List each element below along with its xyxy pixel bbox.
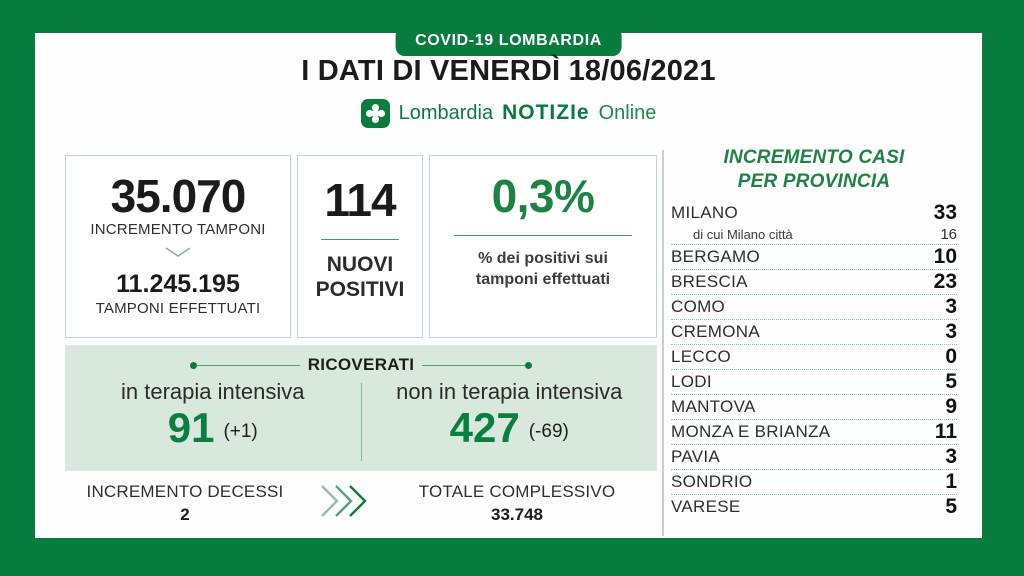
province-title-line1: INCREMENTO CASI — [723, 147, 905, 168]
table-row — [671, 420, 957, 445]
province-sub-value: 16 — [940, 225, 957, 243]
province-name: LECCO — [671, 346, 732, 366]
province-name: MONZA E BRIANZA — [671, 421, 831, 441]
main-aside-divider — [662, 150, 664, 536]
logo-brand-text: NOTIZIe — [502, 101, 590, 124]
province-name: COMO — [671, 296, 726, 316]
divider-line — [197, 365, 300, 366]
province-table — [671, 201, 957, 520]
province-value: 5 — [945, 495, 957, 518]
province-name: BRESCIA — [671, 271, 748, 291]
table-row — [671, 395, 957, 420]
nuovi-positivi-label-1: NUOVI — [326, 253, 394, 277]
divider-line — [321, 239, 399, 240]
footer-row — [65, 482, 657, 525]
table-row — [671, 295, 957, 320]
percent-positivi-panel — [429, 155, 657, 338]
chevron-down-icon — [165, 245, 191, 263]
percent-label-2: tamponi effettuati — [475, 271, 611, 289]
rosa-camuna-icon — [361, 99, 390, 128]
decessi-label: INCREMENTO DECESSI — [86, 482, 284, 501]
tamponi-panel — [65, 155, 291, 338]
icu-label: in terapia intensiva — [121, 379, 305, 404]
decessi-value: 2 — [180, 505, 190, 524]
nuovi-positivi-value: 114 — [324, 174, 396, 226]
province-value: 3 — [945, 294, 957, 318]
province-name: BERGAMO — [671, 246, 761, 266]
icu-column — [65, 379, 361, 465]
province-name: PAVIA — [671, 446, 721, 466]
province-value: 10 — [933, 244, 957, 268]
divider-line — [422, 365, 525, 366]
province-name: MANTOVA — [671, 396, 756, 416]
province-value: 3 — [945, 444, 957, 468]
chevron-right-icon — [310, 482, 372, 525]
tamponi-total-label: TAMPONI EFFETTUATI — [95, 300, 261, 318]
totale-label: TOTALE COMPLESSIVO — [418, 482, 616, 501]
bullet-icon — [190, 362, 197, 369]
province-title — [671, 146, 957, 194]
nuovi-positivi-panel — [297, 155, 423, 338]
table-row — [671, 495, 957, 520]
table-row — [671, 320, 957, 345]
decessi-block — [65, 482, 305, 525]
province-name: LODI — [671, 371, 712, 391]
icu-value: 91 — [167, 404, 215, 451]
percent-label-1: % dei positivi sui — [478, 250, 608, 268]
totale-block — [377, 482, 657, 525]
province-value: 1 — [945, 469, 957, 493]
totale-value: 33.748 — [491, 505, 543, 524]
ricoverati-header — [65, 345, 657, 375]
province-value: 23 — [933, 269, 957, 293]
page-title: I DATI DI VENERDÌ 18/06/2021 — [301, 55, 716, 87]
table-subrow-milano-citta — [671, 225, 957, 245]
percent-positivi-value: 0,3% — [491, 170, 595, 222]
stat-panels — [65, 155, 657, 338]
table-row — [671, 470, 957, 495]
province-name: VARESE — [671, 497, 741, 516]
non-icu-column — [362, 379, 658, 465]
province-value: 11 — [934, 419, 957, 443]
table-row — [671, 445, 957, 470]
divider-line — [454, 235, 632, 236]
table-row — [671, 345, 957, 370]
lombardia-notizie-logo — [35, 97, 982, 129]
bullet-icon — [525, 362, 532, 369]
table-row-milano — [671, 201, 957, 225]
logo-region-text: Lombardia — [398, 101, 494, 124]
non-icu-value: 427 — [449, 404, 520, 451]
province-panel — [671, 146, 957, 520]
icu-delta: (+1) — [223, 421, 258, 442]
province-sub-name: di cui Milano città — [693, 226, 793, 242]
province-name: SONDRIO — [671, 471, 753, 491]
ricoverati-title: RICOVERATI — [307, 355, 415, 374]
table-row — [671, 270, 957, 295]
province-value: 33 — [933, 200, 957, 224]
covid-lombardia-badge: COVID-19 LOMBARDIA — [395, 27, 622, 56]
province-value: 9 — [945, 394, 957, 418]
tamponi-increment-label: INCREMENTO TAMPONI — [90, 221, 266, 239]
tamponi-total-value: 11.245.195 — [116, 270, 240, 299]
province-title-line2: PER PROVINCIA — [737, 170, 891, 192]
province-value: 3 — [945, 319, 957, 343]
table-row — [671, 245, 957, 270]
province-value: 0 — [945, 344, 957, 368]
non-icu-label: non in terapia intensiva — [396, 379, 623, 404]
nuovi-positivi-label-2: POSITIVI — [315, 278, 405, 302]
logo-suffix-text: Online — [598, 101, 657, 124]
tamponi-increment-value: 35.070 — [110, 170, 246, 222]
ricoverati-band — [65, 345, 657, 471]
province-name: MILANO — [671, 202, 738, 222]
non-icu-delta: (-69) — [528, 421, 569, 442]
table-row — [671, 370, 957, 395]
province-value: 5 — [945, 369, 957, 393]
infographic-page — [35, 33, 982, 538]
province-name: CREMONA — [671, 321, 760, 341]
